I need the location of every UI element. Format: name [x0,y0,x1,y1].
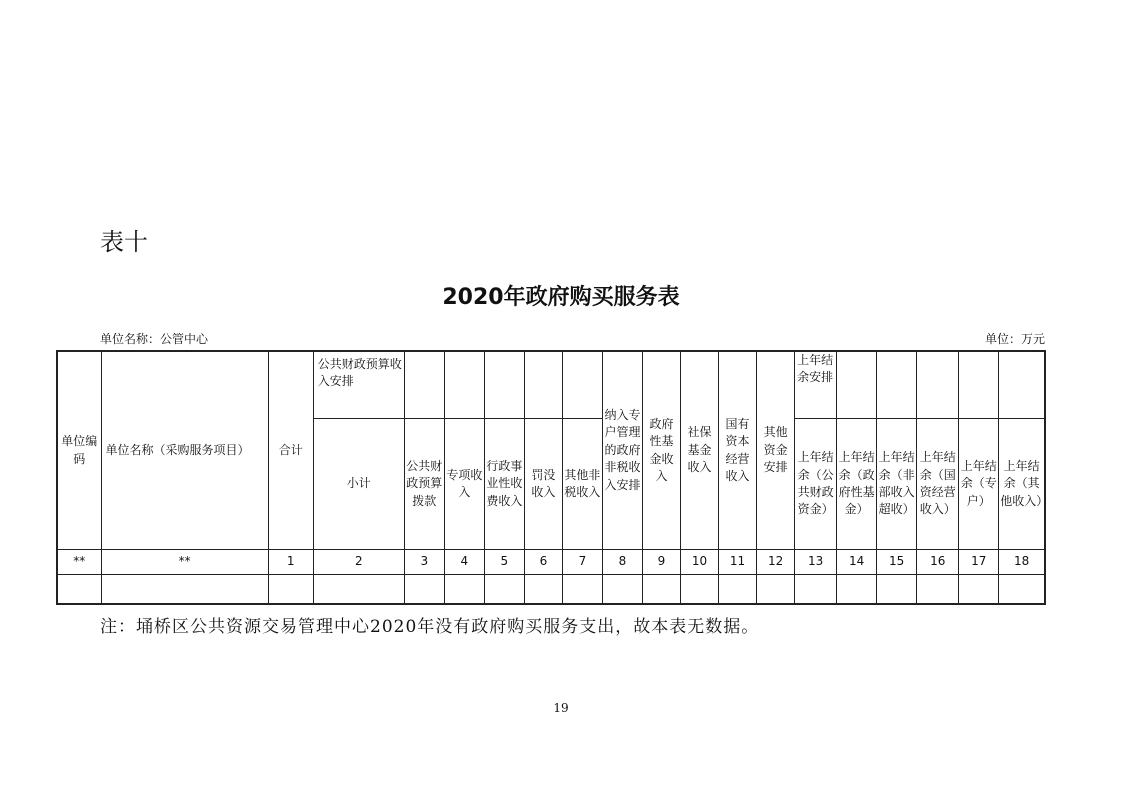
index-cell: 17 [959,550,999,575]
header-blank [877,351,917,419]
header-blank [837,351,877,419]
header-blank [484,351,524,419]
header-unit-code: 单位编码 [57,351,101,550]
header-prev-state-capital: 上年结余（国资经营收入） [917,419,959,550]
header-penalty: 罚没收入 [524,419,562,550]
purchase-services-table [56,350,1049,605]
header-other-fund: 其他资金安排 [757,351,795,550]
header-blank [917,351,959,419]
header-gov-fund: 政府性基金收入 [642,351,680,550]
page-number: 19 [553,701,569,715]
header-other-nontax: 其他非税收入 [562,419,602,550]
index-cell: 4 [444,550,484,575]
header-prev-special: 上年结余（专户） [959,419,999,550]
empty-cell [719,575,757,605]
empty-cell [602,575,642,605]
header-special-account: 纳入专户管理的政府非税收入安排 [602,351,642,550]
empty-data-row [57,575,1045,605]
empty-cell [837,575,877,605]
header-blank [959,351,999,419]
header-admin-fee: 行政事业性收费收入 [484,419,524,550]
header-fiscal-allocation: 公共财政预算拨款 [404,419,444,550]
empty-cell [959,575,999,605]
empty-cell [562,575,602,605]
header-blank [444,351,484,419]
index-cell: 9 [642,550,680,575]
empty-cell [444,575,484,605]
index-cell: 11 [719,550,757,575]
index-cell: 1 [268,550,313,575]
empty-cell [268,575,313,605]
index-cell: 5 [484,550,524,575]
index-cell: 2 [313,550,404,575]
header-blank [562,351,602,419]
empty-cell [681,575,719,605]
header-prev-year-group: 上年结余安排 [795,351,837,419]
header-prev-other: 上年结余（其他收入） [999,419,1045,550]
header-unit-name: 单位名称（采购服务项目） [101,351,268,550]
unit-name-label: 单位名称：公管中心 [100,332,209,346]
empty-cell [57,575,101,605]
empty-cell [795,575,837,605]
footnote: 注：埇桥区公共资源交易管理中心2020年没有政府购买服务支出，故本表无数据。 [100,617,760,637]
empty-cell [101,575,268,605]
table-number-label: 表十 [100,228,148,256]
index-cell: ** [57,550,101,575]
empty-cell [999,575,1045,605]
header-prev-gov-fund: 上年结余（政府性基金） [837,419,877,550]
index-cell: 10 [681,550,719,575]
empty-cell [642,575,680,605]
header-subtotal: 小计 [313,419,404,550]
index-cell: 3 [404,550,444,575]
header-social-security: 社保基金收入 [681,351,719,550]
index-cell: 14 [837,550,877,575]
header-prev-nonbudget: 上年结余（非部收入超收） [877,419,917,550]
empty-cell [757,575,795,605]
empty-cell [524,575,562,605]
header-prev-public: 上年结余（公共财政资金） [795,419,837,550]
index-cell: 16 [917,550,959,575]
header-public-finance-group: 公共财政预算收入安排 [313,351,404,419]
header-blank [404,351,444,419]
header-blank [524,351,562,419]
index-cell: 8 [602,550,642,575]
index-cell: ** [101,550,268,575]
header-total: 合计 [268,351,313,550]
empty-cell [917,575,959,605]
index-cell: 18 [999,550,1045,575]
index-cell: 7 [562,550,602,575]
empty-cell [877,575,917,605]
header-special-income: 专项收入 [444,419,484,550]
header-state-capital: 国有资本经营收入 [719,351,757,550]
empty-cell [484,575,524,605]
document-title: 2020年政府购买服务表 [442,285,680,310]
index-cell: 12 [757,550,795,575]
index-cell: 6 [524,550,562,575]
empty-cell [313,575,404,605]
header-blank [999,351,1045,419]
empty-cell [404,575,444,605]
unit-of-measure-label: 单位：万元 [984,332,1045,346]
index-cell: 15 [877,550,917,575]
index-cell: 13 [795,550,837,575]
index-row [57,550,1045,575]
